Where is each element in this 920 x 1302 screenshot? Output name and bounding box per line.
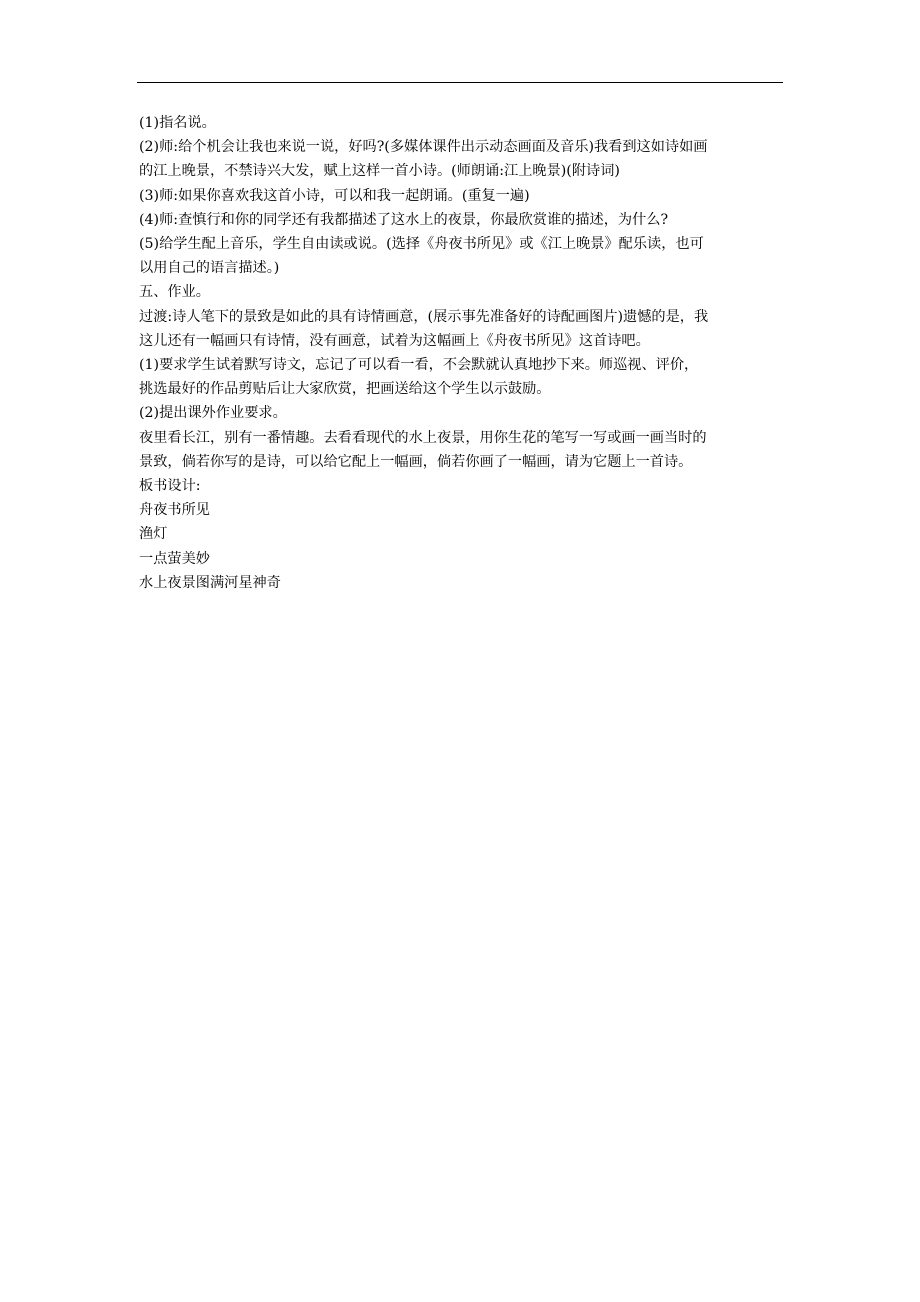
text-line: 过渡:诗人笔下的景致是如此的具有诗情画意，(展示事先准备好的诗配画图片)遗憾的是，我 bbox=[139, 308, 709, 325]
board-line: 渔灯 bbox=[139, 526, 168, 543]
text-line: (1)指名说。 bbox=[139, 115, 216, 131]
text-line: 这儿还有一幅画只有诗情，没有画意，试着为这幅画上《舟夜书所见》这首诗吧。 bbox=[139, 332, 650, 349]
header-rule bbox=[137, 82, 783, 83]
text-line: (2)提出课外作业要求。 bbox=[139, 405, 287, 422]
text-line: (1)要求学生试着默写诗文，忘记了可以看一看，不会默就认真地抄下来。师巡视、评价， bbox=[139, 357, 699, 374]
board-line: 舟夜书所见 bbox=[139, 502, 210, 519]
text-line: (5)给学生配上音乐，学生自由读或说。(选择《舟夜书所见》或《江上晚景》配乐读，也可 bbox=[139, 236, 704, 253]
text-line: 景致，倘若你写的是诗，可以给它配上一幅画，倘若你画了一幅画，请为它题上一首诗。 bbox=[139, 453, 693, 470]
document-body bbox=[139, 111, 785, 595]
text-line: 挑选最好的作品剪贴后让大家欣赏，把画送给这个学生以示鼓励。 bbox=[139, 381, 551, 398]
board-line: 水上夜景图满河星神奇 bbox=[139, 574, 281, 591]
text-line: (4)师:查慎行和你的同学还有我都描述了这水上的夜景，你最欣赏谁的描述，为什么? bbox=[139, 211, 669, 228]
board-design-heading: 板书设计: bbox=[139, 478, 201, 495]
board-line: 一点萤美妙 bbox=[139, 550, 210, 567]
text-line: 以用自己的语言描述。) bbox=[139, 260, 280, 277]
text-line: (2)师:给个机会让我也来说一说，好吗?(多媒体课件出示动态画面及音乐)我看到这如诗如画 bbox=[139, 139, 708, 156]
text-line: 夜里看长江，别有一番情趣。去看看现代的水上夜景，用你生花的笔写一写或画一画当时的 bbox=[139, 429, 707, 446]
text-line: (3)师:如果你喜欢我这首小诗，可以和我一起朗诵。(重复一遍) bbox=[139, 187, 530, 204]
section-heading: 五、作业。 bbox=[139, 284, 210, 301]
text-line: 的江上晚景，不禁诗兴大发，赋上这样一首小诗。(师朗诵:江上晚景)(附诗词) bbox=[139, 163, 620, 180]
